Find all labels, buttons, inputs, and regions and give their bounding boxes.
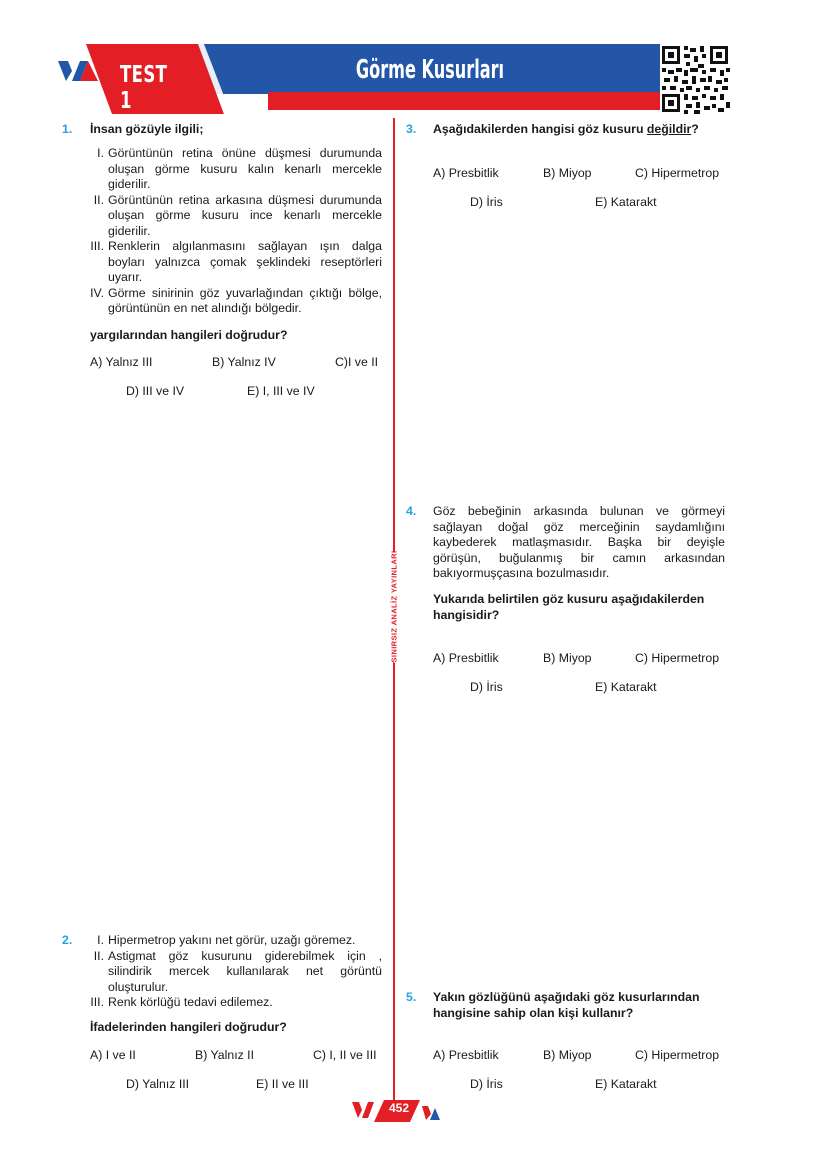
q3-underlined-word: değildir [646,122,692,136]
q1-question: yargılarından hangileri doğrudur? [90,328,288,342]
page-number: 452 [388,1101,410,1115]
q1-option-a[interactable]: A) Yalnız III [90,355,153,369]
question-1 [90,122,382,138]
page-title: Görme Kusurları [355,55,505,85]
q4-passage: Göz bebeğinin arkasında bulunan ve görmeyi sağlayan doğal göz merceğinin saydamlığını kaybederek matlaşmasıdır. Başka bir deyişle görüşün, buğulanmış bir camın arkasından bakıyormuşçasına bozulmasıdır. [433,504,725,580]
q2-statement-ii: II. Astigmat göz kusurunu giderebilmek için , silindirik mercek kullanılarak net görüntü oluşturulur. [93,948,382,994]
q2-number: 2. [62,933,73,947]
q5-option-d[interactable]: D) İris [470,1077,503,1091]
q3-option-d[interactable]: D) İris [470,195,503,209]
q5-option-b[interactable]: B) Miyop [543,1048,592,1062]
q1-number: 1. [62,122,73,136]
q2-question: İfadelerinden hangileri doğrudur? [90,1020,287,1034]
q1-statement-iv: IV. Görme sinirinin göz yuvarlağından çıktığı bölge, görüntünün en net alındığı bölgedir. [90,285,382,315]
q5-number: 5. [406,990,417,1004]
q4-number: 4. [406,504,417,518]
q2-option-b[interactable]: B) Yalnız II [195,1048,255,1062]
q5-option-e[interactable]: E) Katarakt [595,1077,657,1091]
q2-option-d[interactable]: D) Yalnız III [126,1077,190,1091]
q3-option-c[interactable]: C) Hipermetrop [635,166,720,180]
publisher-name: SINIRSIZ ANALİZ YAYINLARI [389,550,399,663]
q4-question: Yukarıda belirtilen göz kusuru aşağıdakilerden hangisidir? [433,592,705,622]
q2-option-e[interactable]: E) II ve III [256,1077,309,1091]
q2-statement-i: I. Hipermetrop yakını net görür, uzağı göremez. [97,933,356,947]
q5-option-c[interactable]: C) Hipermetrop [635,1048,720,1062]
q1-statement-iii: III. Renklerin algılanmasını sağlayan ışın dalga boyları yalnızca çomak şeklindeki reseptörleri uyarır. [90,239,382,284]
q1-option-e[interactable]: E) I, III ve IV [247,384,315,398]
q3-option-a[interactable]: A) Presbitlik [433,166,499,180]
q1-option-d[interactable]: D) III ve IV [126,384,185,398]
q5-option-a[interactable]: A) Presbitlik [433,1048,499,1062]
q3-number: 3. [406,122,417,136]
q1-option-b[interactable]: B) Yalnız IV [212,355,276,369]
q1-stem: İnsan gözüyle ilgili; [90,122,204,136]
test-label: TEST 1 [120,62,168,114]
q2-option-c[interactable]: C) I, II ve III [313,1048,377,1062]
q3-stem: Aşağıdakilerden hangisi göz kusuru değildir? [433,122,699,136]
question-2 [86,933,382,1011]
q4-option-d[interactable]: D) İris [470,680,503,694]
q2-option-a[interactable]: A) I ve II [90,1048,136,1062]
qr-code[interactable] [660,44,730,114]
q4-option-c[interactable]: C) Hipermetrop [635,651,720,665]
q1-statement-i: I. Görüntünün retina önüne düşmesi durumunda oluşan görme kusuru kalın kenarlı mercekle giderilir. [97,146,382,191]
q5-stem: Yakın gözlüğünü aşağıdaki göz kusurlarından hangisine sahip olan kişi kullanır? [433,990,700,1020]
q1-statements [86,146,382,317]
q4-option-a[interactable]: A) Presbitlik [433,651,499,665]
q1-option-c[interactable]: C)I ve II [335,355,379,369]
q4-option-b[interactable]: B) Miyop [543,651,592,665]
q3-option-e[interactable]: E) Katarakt [595,195,657,209]
q1-statement-ii: II. Görüntünün retina arkasına düşmesi durumunda oluşan görme kusuru ince kenarlı mercekle giderilir. [93,192,382,238]
q2-statement-iii: III. Renk körlüğü tedavi edilemez. [90,995,273,1009]
publisher-vertical-label [386,550,402,666]
q4-option-e[interactable]: E) Katarakt [595,680,657,694]
header-red-stripe [268,92,660,110]
q3-option-b[interactable]: B) Miyop [543,166,592,180]
